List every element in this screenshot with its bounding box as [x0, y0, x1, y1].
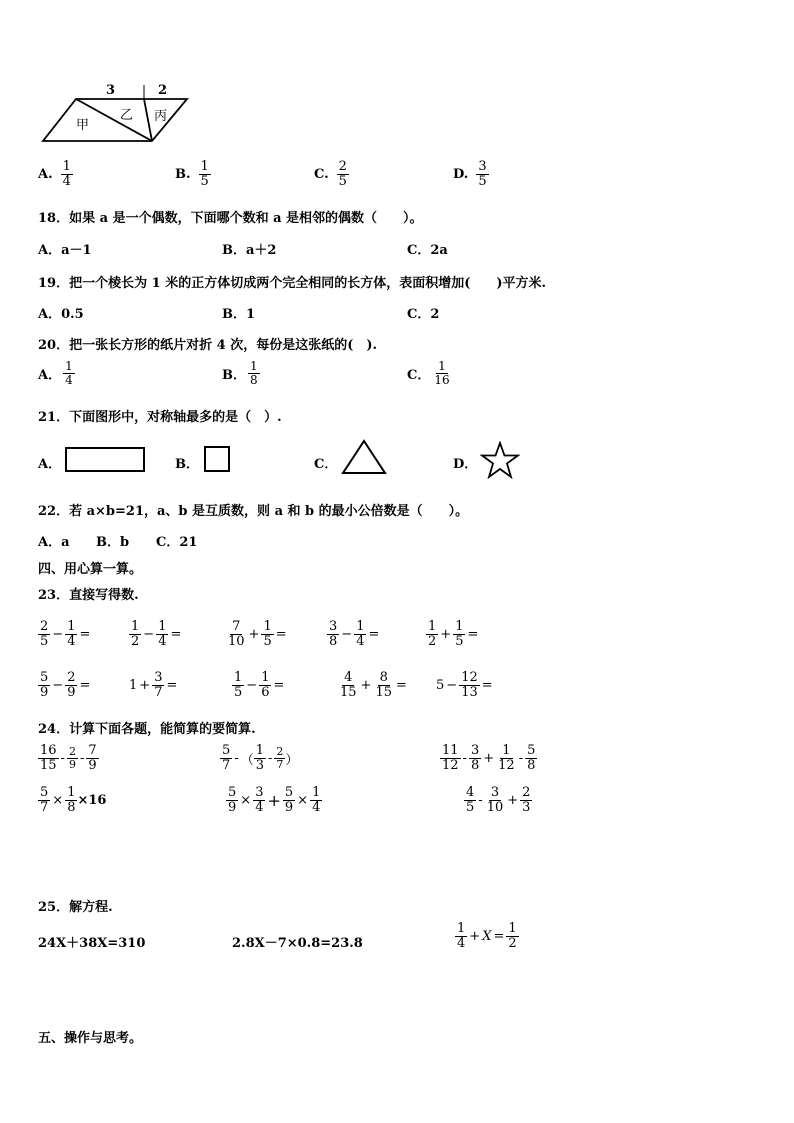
q21-option-d: D． — [453, 457, 478, 472]
q23-expr-8: $\frac{1}{5}$ − $\frac{1}{6}$ = — [234, 670, 285, 700]
q18-text: 18．如果 a 是一个偶数，下面哪个数和 a 是相邻的偶数（ ）。 — [38, 211, 423, 226]
q23-expr-7: 1 + $\frac{3}{7}$ = — [129, 670, 178, 700]
q24-expr-2: $\frac{5}{7}$ - （ $\frac{1}{3}$ - $\frac{2}{7}$ ） — [222, 743, 299, 773]
figure-region-bing: 丙 — [154, 109, 168, 124]
section-5-heading: 五、操作与思考。 — [38, 1031, 143, 1046]
q19-option-c: C．2 — [407, 307, 440, 322]
q22-option-a: A．a — [38, 535, 70, 550]
q25-eq-2: 2.8X－7×0.8=23.8 — [232, 936, 363, 951]
rectangle-shape — [65, 447, 145, 472]
figure-label-2: 2 — [158, 83, 168, 98]
q22-option-b: B．b — [96, 535, 130, 550]
q19-text: 19．把一个棱长为 1 米的正方体切成两个完全相同的长方体，表面积增加( )平方米. — [38, 276, 547, 291]
q20-option-b: B． $\frac{1}{8}$ — [222, 359, 258, 387]
q20-option-a: A． $\frac{1}{4}$ — [38, 359, 73, 387]
q21-option-a: A． — [38, 457, 62, 472]
q17-option-a: A. $\frac{1}{4}$ — [38, 159, 71, 189]
q23-expr-3: $\frac{7}{10}$ + $\frac{1}{5}$ = — [228, 619, 287, 649]
square-shape — [204, 446, 230, 472]
q17-option-d: D. $\frac{3}{5}$ — [453, 159, 487, 189]
q23-expr-1: $\frac{2}{5}$ − $\frac{1}{4}$ = — [40, 619, 91, 649]
q23-expr-5: $\frac{1}{2}$ + $\frac{1}{5}$ = — [428, 619, 479, 649]
figure-label-3: 3 — [106, 83, 116, 98]
q24-expr-1: $\frac{16}{15}$ - $\frac{2}{9}$ - $\frac{7}{9}$ — [40, 743, 97, 773]
q18-option-b: B．a＋2 — [222, 243, 277, 258]
q25-eq-1: 24X＋38X=310 — [38, 936, 146, 951]
q21-text: 21．下面图形中，对称轴最多的是（ ）. — [38, 410, 282, 425]
q20-option-c: C． $\frac{1}{16}$ — [407, 359, 450, 387]
q20-text: 20．把一张长方形的纸片对折 4 次，每份是这张纸的( ). — [38, 338, 378, 353]
figure-region-yi: 乙 — [120, 108, 134, 123]
q23-expr-9: $\frac{4}{15}$ + $\frac{8}{15}$ = — [340, 670, 407, 700]
q22-text: 22．若 a×b=21，a、b 是互质数，则 a 和 b 的最小公倍数是（ ）。 — [38, 504, 469, 519]
q22-option-c: C．21 — [156, 535, 198, 550]
q23-expr-6: $\frac{5}{9}$ − $\frac{2}{9}$ = — [40, 670, 91, 700]
q19-option-b: B．1 — [222, 307, 256, 322]
q17-option-c: C. $\frac{2}{5}$ — [314, 159, 347, 189]
triangle-shape — [340, 438, 388, 476]
q23-expr-10: 5 − $\frac{12}{13}$ = — [436, 670, 493, 700]
q21-option-c: C． — [314, 457, 338, 472]
figure-region-jia: 甲 — [76, 118, 90, 133]
q19-option-a: A．0.5 — [38, 307, 84, 322]
q17-option-b: B. $\frac{1}{5}$ — [175, 159, 209, 189]
q24-expr-4: $\frac{5}{7}$ × $\frac{1}{8}$ ×16 — [40, 785, 107, 815]
q24-text: 24．计算下面各题，能简算的要简算. — [38, 722, 256, 737]
q25-eq-3: $\frac{1}{4}$ + X = $\frac{1}{2}$ — [457, 921, 517, 951]
q18-option-c: C．2a — [407, 243, 448, 258]
q23-expr-2: $\frac{1}{2}$ − $\frac{1}{4}$ = — [131, 619, 182, 649]
q24-expr-6: $\frac{4}{5}$ - $\frac{3}{10}$ + $\frac{2}{3}$ — [466, 785, 531, 815]
q24-expr-3: $\frac{11}{12}$ - $\frac{3}{8}$ + $\frac{1}{12}$ - $\frac{5}{8}$ — [442, 743, 536, 773]
q23-expr-4: $\frac{3}{8}$ − $\frac{1}{4}$ = — [329, 619, 380, 649]
section-4-heading: 四、用心算一算。 — [38, 562, 143, 577]
q21-option-b: B． — [175, 457, 199, 472]
q18-option-a: A．a－1 — [38, 243, 92, 258]
q25-text: 25．解方程. — [38, 900, 113, 915]
geometry-figure — [40, 82, 190, 146]
q23-text: 23．直接写得数. — [38, 588, 139, 603]
q24-expr-5: $\frac{5}{9}$ × $\frac{3}{4}$ + $\frac{5}{9}$ × $\frac{1}{4}$ — [228, 785, 321, 815]
star-shape — [480, 441, 520, 479]
